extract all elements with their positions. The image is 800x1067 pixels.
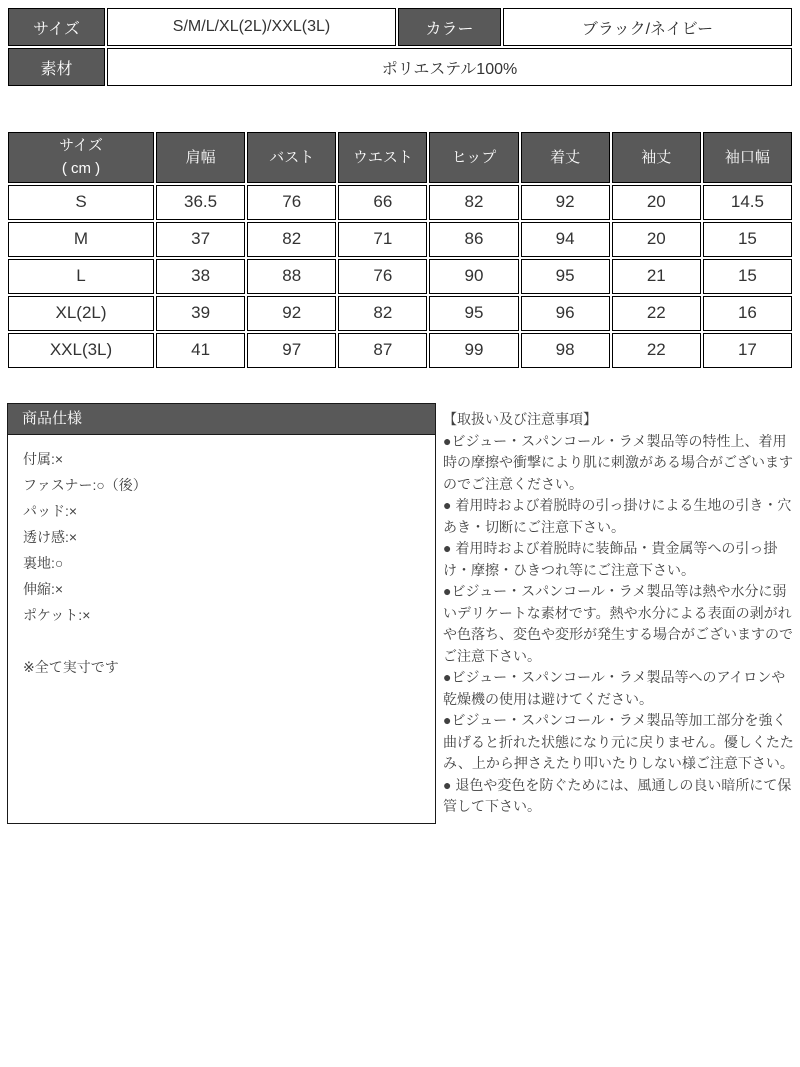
size-chart-header-cuff: 袖口幅 (703, 132, 792, 183)
product-spec-box (7, 403, 436, 824)
size-cell: M (8, 222, 154, 257)
value-cell: 82 (429, 185, 518, 220)
value-cell: 88 (247, 259, 336, 294)
value-cell: 95 (521, 259, 610, 294)
size-chart-table (6, 130, 794, 370)
spec-item-stretch: 伸縮:× (23, 581, 64, 597)
care-notes-title: 【取扱い及び注意事項】 (443, 411, 597, 427)
value-cell: 82 (247, 222, 336, 257)
value-cell: 96 (521, 296, 610, 331)
size-chart-header-sleeve: 袖丈 (612, 132, 701, 183)
care-note-paragraph: ●ビジュー・スパンコール・ラメ製品等へのアイロンや乾燥機の使用は避けてください。 (443, 669, 786, 707)
care-note-paragraph: ●ビジュー・スパンコール・ラメ製品等の特性上、着用時の摩擦や衝撃により肌に刺激がある場合がございますのでご注意ください。 (443, 432, 793, 492)
value-cell: 71 (338, 222, 427, 257)
size-chart-header-row (8, 132, 792, 183)
color-label-cell: カラー (398, 8, 501, 46)
value-cell: 17 (703, 333, 792, 368)
material-value-cell: ポリエステル100% (107, 48, 792, 86)
size-chart-header-bust: バスト (247, 132, 336, 183)
value-cell: 38 (156, 259, 245, 294)
size-row-xl (8, 296, 792, 331)
value-cell: 15 (703, 222, 792, 257)
value-cell: 86 (429, 222, 518, 257)
spec-item-accessory: 付属:× (23, 451, 64, 467)
spec-item-fastener: ファスナー:○（後） (23, 477, 147, 493)
size-cell: XXL(3L) (8, 333, 154, 368)
size-cell: S (8, 185, 154, 220)
value-cell: 21 (612, 259, 701, 294)
care-note-paragraph: ●ビジュー・スパンコール・ラメ製品等は熱や水分に弱いデリケートな素材です。熱や水分による表面の剥がれや色落ち、変色や変形が発生する場合がございますのでご注意下さい。 (443, 583, 793, 664)
size-row-m (8, 222, 792, 257)
size-chart-header-shoulder: 肩幅 (156, 132, 245, 183)
care-note-paragraph: ● 着用時および着脱時の引っ掛けによる生地の引き・穴あき・切断にご注意下さい。 (443, 497, 792, 535)
value-cell: 76 (338, 259, 427, 294)
value-cell: 16 (703, 296, 792, 331)
value-cell: 92 (521, 185, 610, 220)
value-cell: 22 (612, 296, 701, 331)
size-row-l (8, 259, 792, 294)
size-cell: XL(2L) (8, 296, 154, 331)
spec-item-sheerness: 透け感:× (23, 529, 78, 545)
value-cell: 82 (338, 296, 427, 331)
size-cell: L (8, 259, 154, 294)
spec-measurement-note: ※全て実寸です (23, 659, 119, 675)
size-chart-header-size-label: サイズ (59, 137, 103, 154)
value-cell: 20 (612, 185, 701, 220)
care-notes-section (443, 409, 797, 818)
value-cell: 99 (429, 333, 518, 368)
color-value-cell: ブラック/ネイビー (503, 8, 792, 46)
value-cell: 20 (612, 222, 701, 257)
spec-item-pad: パッド:× (23, 503, 78, 519)
material-label-cell: 素材 (8, 48, 105, 86)
size-row-s (8, 185, 792, 220)
care-note-paragraph: ● 着用時および着脱時に装飾品・貴金属等への引っ掛け・摩擦・ひきつれ等にご注意下さい。 (443, 540, 778, 578)
value-cell: 87 (338, 333, 427, 368)
value-cell: 92 (247, 296, 336, 331)
size-chart-header-waist: ウエスト (338, 132, 427, 183)
value-cell: 94 (521, 222, 610, 257)
size-chart-header-size-cm (8, 132, 154, 183)
value-cell: 14.5 (703, 185, 792, 220)
size-chart-header-hip: ヒップ (429, 132, 518, 183)
size-value-cell: S/M/L/XL(2L)/XXL(3L) (107, 8, 396, 46)
size-chart-header-length: 着丈 (521, 132, 610, 183)
value-cell: 90 (429, 259, 518, 294)
care-note-paragraph: ● 退色や変色を防ぐためには、風通しの良い暗所にて保管して下さい。 (443, 776, 792, 814)
value-cell: 39 (156, 296, 245, 331)
value-cell: 37 (156, 222, 245, 257)
value-cell: 15 (703, 259, 792, 294)
value-cell: 98 (521, 333, 610, 368)
spec-summary-row-2 (8, 48, 792, 86)
size-row-xxl (8, 333, 792, 368)
spec-item-pocket: ポケット:× (23, 607, 91, 623)
value-cell: 66 (338, 185, 427, 220)
value-cell: 22 (612, 333, 701, 368)
value-cell: 41 (156, 333, 245, 368)
product-spec-title: 商品仕様 (8, 404, 435, 435)
spec-summary-table (6, 6, 794, 88)
spec-summary-row-1 (8, 8, 792, 46)
value-cell: 36.5 (156, 185, 245, 220)
value-cell: 97 (247, 333, 336, 368)
care-note-paragraph: ●ビジュー・スパンコール・ラメ製品等加工部分を強く曲げると折れた状態になり元に戻りません。優しくたたみ、上から押さえたり叩いたりしない様ご注意下さい。 (443, 712, 794, 771)
spec-item-lining: 裏地:○ (23, 555, 64, 571)
value-cell: 76 (247, 185, 336, 220)
product-spec-body (8, 435, 435, 691)
value-cell: 95 (429, 296, 518, 331)
size-label-cell: サイズ (8, 8, 105, 46)
size-chart-header-unit-label: ( cm ) (61, 160, 101, 178)
